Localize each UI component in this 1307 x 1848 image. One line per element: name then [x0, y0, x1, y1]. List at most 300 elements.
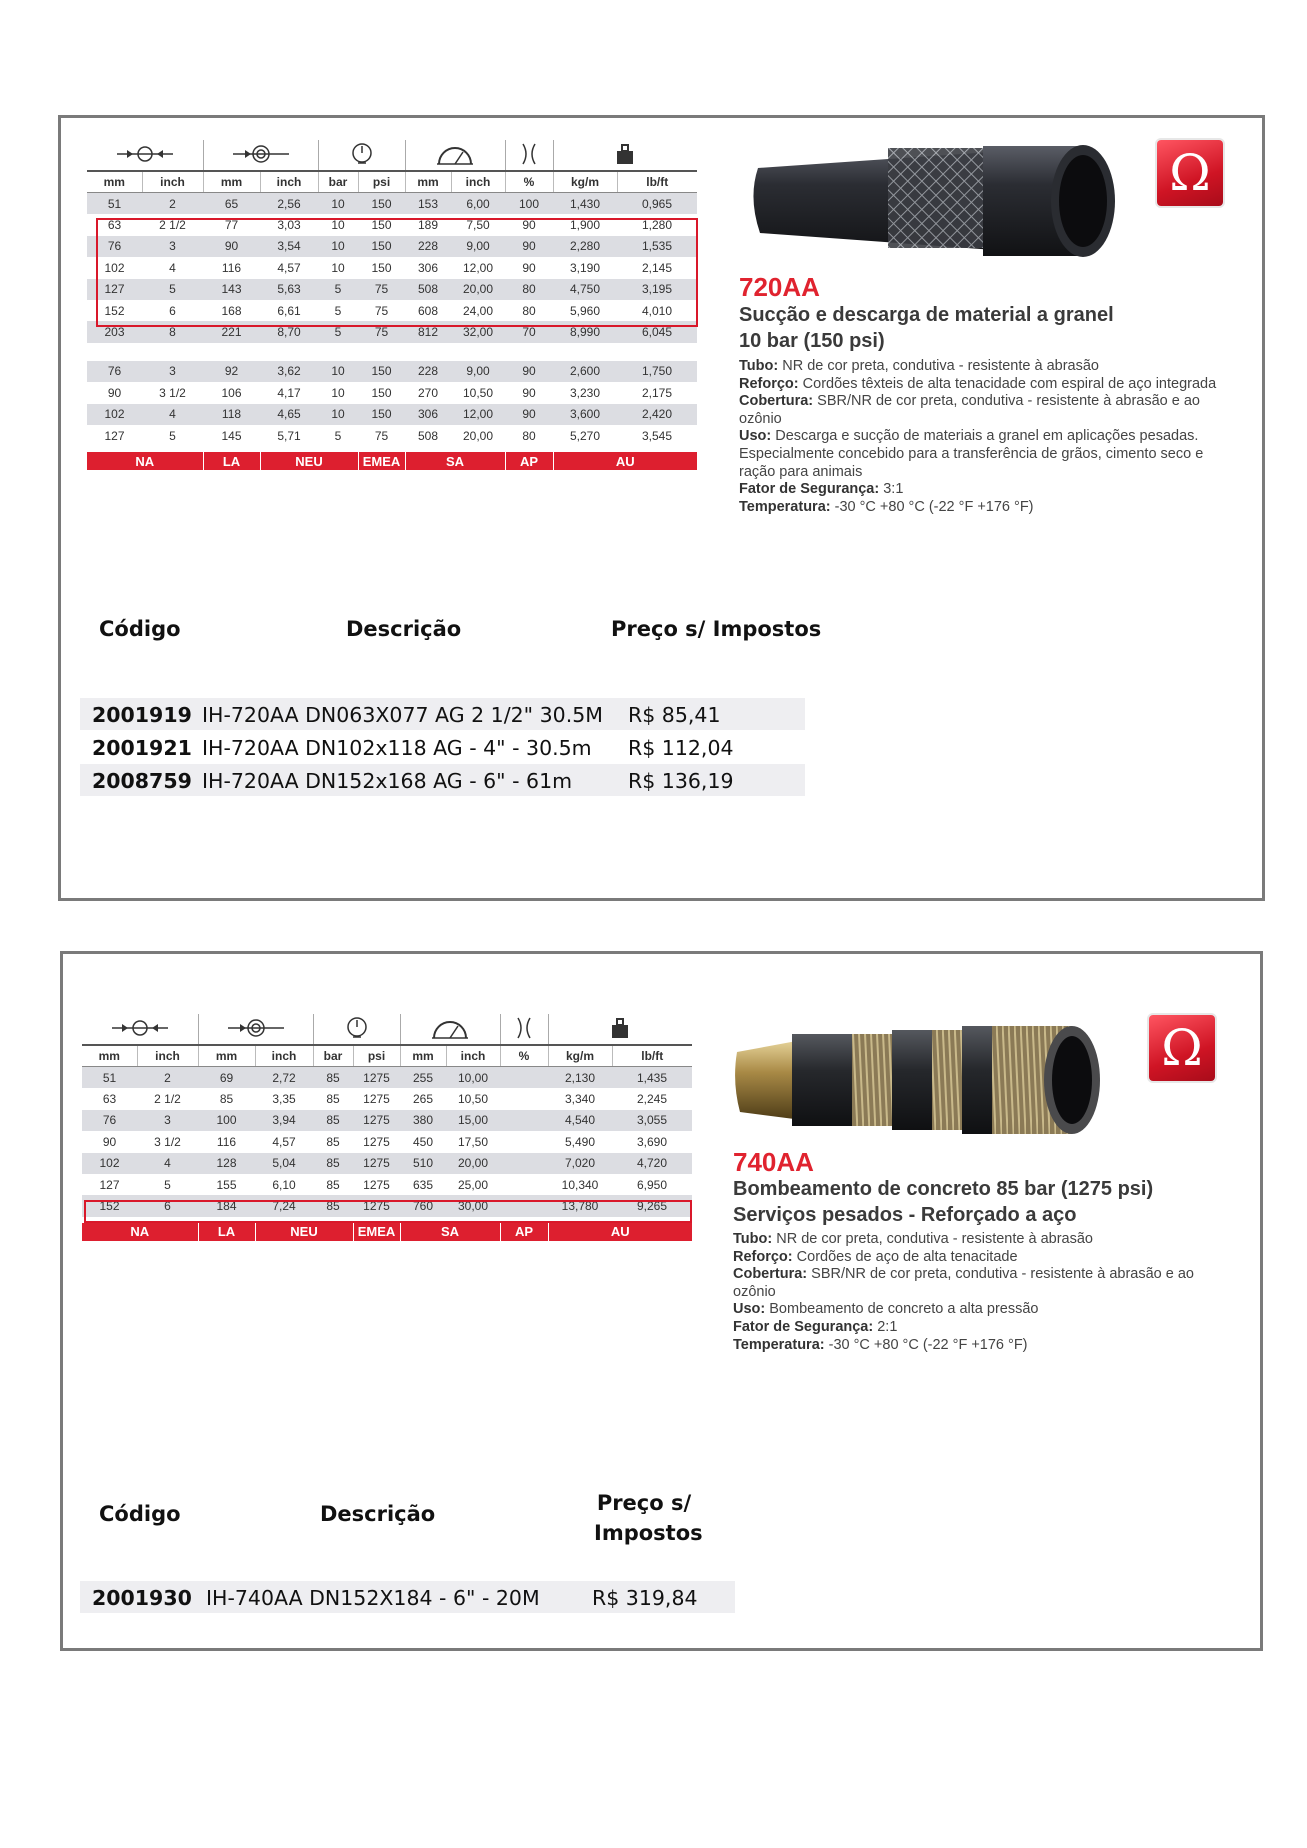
table-row [87, 382, 697, 403]
price-cell: R$ 85,41 [628, 703, 721, 727]
table-cell: 3,340 [548, 1088, 612, 1109]
table-cell: 3,35 [255, 1088, 313, 1109]
table-cell: 3,690 [612, 1131, 692, 1152]
desc-text: SBR/NR de cor preta, condutiva - resistente à abrasão e ao ozônio [733, 1266, 1194, 1300]
table-cell: 10,340 [548, 1174, 612, 1195]
region-label: NEU [260, 452, 358, 470]
table-cell: 2,56 [260, 193, 318, 215]
desc-label: Uso: [733, 1301, 766, 1318]
table-cell: 69 [198, 1067, 255, 1089]
desc-line [733, 1337, 1213, 1355]
product-desc-cell: IH-720AA DN152x168 AG - 6" - 61m [202, 769, 573, 793]
table-cell: 3,190 [553, 257, 617, 278]
table-cell: 5 [142, 279, 203, 300]
table-cell: 5 [318, 425, 358, 446]
table-cell: 3,600 [553, 404, 617, 425]
table-cell: 1275 [353, 1174, 400, 1195]
table-cell: 760 [400, 1195, 446, 1216]
table-cell: 30,00 [446, 1195, 500, 1216]
desc-label: Reforço: [739, 375, 799, 392]
unit-header: psi [353, 1045, 400, 1067]
table-cell: 5 [318, 300, 358, 321]
table-row [82, 1088, 692, 1109]
table-cell: 17,50 [446, 1131, 500, 1152]
table-cell: 1275 [353, 1195, 400, 1216]
desc-label: Temperatura: [739, 498, 831, 515]
table-cell: 63 [87, 214, 142, 235]
product-description [733, 1231, 1213, 1354]
table-cell: 3 [142, 236, 203, 257]
table-cell: 1275 [353, 1067, 400, 1089]
product-pressure: 10 bar (150 psi) [739, 330, 885, 352]
table-cell [500, 1088, 548, 1109]
table-cell: 51 [87, 193, 142, 215]
table-cell: 168 [203, 300, 260, 321]
table-cell: 5 [318, 321, 358, 342]
product-code-cell: 2001921 [92, 736, 192, 760]
table-cell: 1,750 [617, 361, 697, 382]
table-cell: 13,780 [548, 1195, 612, 1216]
table-row [82, 1195, 692, 1216]
table-cell: 812 [405, 321, 451, 342]
table-cell: 106 [203, 382, 260, 403]
unit-header: mm [203, 171, 260, 193]
table-cell: 10 [318, 361, 358, 382]
table-cell: 5,960 [553, 300, 617, 321]
table-cell: 85 [313, 1153, 353, 1174]
product-code: 740AA [733, 1147, 814, 1177]
table-cell: 70 [505, 321, 553, 342]
region-label: EMEA [358, 452, 405, 470]
col-header-desc: Descrição [346, 617, 462, 641]
table-cell: 75 [358, 321, 405, 342]
table-cell: 2 [142, 193, 203, 215]
table-cell: 3 1/2 [142, 382, 203, 403]
order-row [80, 731, 805, 763]
desc-text: Cordões têxteis de alta tenacidade com espiral de aço integrada [798, 375, 1217, 392]
table-row [87, 236, 697, 257]
desc-line [733, 1249, 1213, 1267]
table-cell: 150 [358, 404, 405, 425]
table-cell: 1,535 [617, 236, 697, 257]
product-subtitle: Bombeamento de concreto 85 bar (1275 psi) [733, 1178, 1154, 1200]
desc-line [739, 481, 1229, 499]
table-cell: 102 [87, 404, 142, 425]
table-cell: 7,020 [548, 1153, 612, 1174]
table-cell: 85 [313, 1195, 353, 1216]
table-cell: 221 [203, 321, 260, 342]
table-cell: 508 [405, 279, 451, 300]
table-cell: 9,00 [451, 236, 505, 257]
table-cell: 3,230 [553, 382, 617, 403]
table-cell: 510 [400, 1153, 446, 1174]
desc-label: Uso: [739, 428, 772, 445]
table-cell: 90 [87, 382, 142, 403]
region-label: EMEA [353, 1223, 400, 1241]
region-label: AU [553, 452, 697, 470]
table-cell: 85 [313, 1067, 353, 1089]
price-cell: R$ 319,84 [592, 1586, 698, 1610]
table-cell: 90 [505, 404, 553, 425]
desc-label: Reforço: [733, 1248, 793, 1265]
table-cell: 90 [203, 236, 260, 257]
table-row [87, 361, 697, 382]
table-cell: 3,62 [260, 361, 318, 382]
desc-text: Descarga e sucção de materiais a granel em aplicações pesadas. Especialmente concebido para a transferência de grãos, cimento seco e ração para animais [739, 428, 1204, 480]
region-label: NA [82, 1223, 198, 1241]
table-cell: 6,61 [260, 300, 318, 321]
table-row [87, 321, 697, 342]
table-cell: 127 [82, 1174, 137, 1195]
unit-header: kg/m [553, 171, 617, 193]
table-cell: 2,72 [255, 1067, 313, 1089]
table-cell: 5 [142, 425, 203, 446]
table-cell: 450 [400, 1131, 446, 1152]
table-cell: 1275 [353, 1088, 400, 1109]
table-row [87, 257, 697, 278]
table-cell: 150 [358, 382, 405, 403]
desc-line [739, 499, 1229, 517]
table-cell: 85 [313, 1131, 353, 1152]
unit-header: bar [318, 171, 358, 193]
product-subtitle-2: Serviços pesados - Reforçado a aço [733, 1204, 1077, 1226]
unit-header: inch [255, 1045, 313, 1067]
table-cell: 85 [313, 1088, 353, 1109]
table-cell: 4,010 [617, 300, 697, 321]
table-cell: 77 [203, 214, 260, 235]
table-cell: 184 [198, 1195, 255, 1216]
table-cell: 76 [87, 361, 142, 382]
table-cell: 203 [87, 321, 142, 342]
unit-header: mm [87, 171, 142, 193]
table-cell: 6,00 [451, 193, 505, 215]
table-cell: 3 [142, 361, 203, 382]
table-cell: 2,600 [553, 361, 617, 382]
desc-line [733, 1301, 1213, 1319]
unit-header: lb/ft [612, 1045, 692, 1067]
region-label: LA [198, 1223, 255, 1241]
table-cell: 9,265 [612, 1195, 692, 1216]
unit-header: inch [142, 171, 203, 193]
table-cell: 2,420 [617, 404, 697, 425]
table-cell: 155 [198, 1174, 255, 1195]
unit-header: inch [137, 1045, 198, 1067]
table-cell: 80 [505, 279, 553, 300]
table-cell: 76 [87, 236, 142, 257]
region-label: AU [548, 1223, 692, 1241]
table-cell: 6,950 [612, 1174, 692, 1195]
table-cell: 2,130 [548, 1067, 612, 1089]
table-cell: 306 [405, 257, 451, 278]
vacuum-icon [519, 155, 539, 169]
table-cell: 150 [358, 214, 405, 235]
table-cell [500, 1195, 548, 1216]
desc-text: SBR/NR de cor preta, condutiva - resistente à abrasão e ao ozônio [739, 393, 1200, 427]
table-cell: 127 [87, 425, 142, 446]
table-cell: 3 [137, 1110, 198, 1131]
unit-header: inch [451, 171, 505, 193]
product-desc-cell: IH-720AA DN063X077 AG 2 1/2" 30.5M [202, 703, 603, 727]
product-code-cell: 2001930 [92, 1586, 192, 1610]
table-cell [500, 1153, 548, 1174]
region-label: LA [203, 452, 260, 470]
table-row [87, 300, 697, 321]
table-cell: 75 [358, 300, 405, 321]
table-row [87, 193, 697, 215]
desc-label: Tubo: [733, 1231, 773, 1247]
table-cell: 20,00 [451, 425, 505, 446]
spec-table-740aa [82, 1014, 692, 1241]
desc-line [739, 358, 1229, 376]
table-cell: 150 [358, 193, 405, 215]
table-cell: 90 [505, 236, 553, 257]
desc-line [739, 428, 1229, 481]
table-cell: 152 [82, 1195, 137, 1216]
table-cell: 12,00 [451, 404, 505, 425]
order-row [80, 698, 805, 730]
table-cell: 10 [318, 382, 358, 403]
unit-header: inch [260, 171, 318, 193]
table-cell: 3,195 [617, 279, 697, 300]
table-cell: 150 [358, 236, 405, 257]
table-cell: 92 [203, 361, 260, 382]
table-cell: 3,94 [255, 1110, 313, 1131]
table-cell: 1,900 [553, 214, 617, 235]
table-cell: 145 [203, 425, 260, 446]
table-cell: 2,245 [612, 1088, 692, 1109]
table-cell: 118 [203, 404, 260, 425]
table-row [87, 404, 697, 425]
table-cell: 4 [137, 1153, 198, 1174]
table-row [82, 1174, 692, 1195]
table-cell: 3,055 [612, 1110, 692, 1131]
col-header-desc: Descrição [320, 1502, 436, 1526]
pressure-gauge-icon [350, 155, 374, 169]
table-cell: 2,175 [617, 382, 697, 403]
table-cell: 2 1/2 [137, 1088, 198, 1109]
unit-header: lb/ft [617, 171, 697, 193]
table-cell: 102 [87, 257, 142, 278]
table-cell: 25,00 [446, 1174, 500, 1195]
table-row [82, 1153, 692, 1174]
col-header-price: Preço s/ Impostos [611, 617, 822, 641]
table-cell: 152 [87, 300, 142, 321]
table-cell: 6,10 [255, 1174, 313, 1195]
desc-label: Tubo: [739, 358, 779, 374]
table-cell: 100 [505, 193, 553, 215]
table-cell: 10 [318, 236, 358, 257]
desc-text: 2:1 [873, 1318, 898, 1335]
table-cell: 75 [358, 279, 405, 300]
table-cell: 5,04 [255, 1153, 313, 1174]
inner-diameter-icon [110, 1028, 170, 1042]
product-desc-cell: IH-720AA DN102x118 AG - 4" - 30.5m [202, 736, 592, 760]
unit-header: psi [358, 171, 405, 193]
desc-label: Fator de Segurança: [739, 481, 880, 498]
bend-radius-icon [430, 1029, 470, 1043]
table-cell: 4,57 [255, 1131, 313, 1152]
table-cell: 90 [505, 257, 553, 278]
table-cell: 90 [505, 214, 553, 235]
table-cell: 3,54 [260, 236, 318, 257]
table-cell: 116 [198, 1131, 255, 1152]
region-label: AP [505, 452, 553, 470]
table-cell: 90 [82, 1131, 137, 1152]
table-cell: 3,03 [260, 214, 318, 235]
table-cell [500, 1174, 548, 1195]
unit-header: bar [313, 1045, 353, 1067]
outer-diameter-icon [226, 1028, 286, 1042]
table-cell: 10 [318, 257, 358, 278]
col-header-code: Código [99, 617, 181, 641]
table-row [82, 1131, 692, 1152]
table-cell: 1,435 [612, 1067, 692, 1089]
table-cell: 265 [400, 1088, 446, 1109]
table-cell: 150 [358, 257, 405, 278]
table-cell: 65 [203, 193, 260, 215]
table-cell: 380 [400, 1110, 446, 1131]
region-label: SA [400, 1223, 500, 1241]
vacuum-icon [514, 1029, 534, 1043]
table-cell: 2 [137, 1067, 198, 1089]
table-cell: 5,270 [553, 425, 617, 446]
table-cell: 8 [142, 321, 203, 342]
product-desc-cell: IH-740AA DN152X184 - 6" - 20M [206, 1586, 540, 1610]
table-cell: 51 [82, 1067, 137, 1089]
unit-header: % [500, 1045, 548, 1067]
col-header-code: Código [99, 1502, 181, 1526]
unit-header: mm [82, 1045, 137, 1067]
table-cell: 85 [313, 1174, 353, 1195]
table-cell: 228 [405, 236, 451, 257]
table-cell: 102 [82, 1153, 137, 1174]
unit-header: mm [198, 1045, 255, 1067]
omega-logo: Ω [1157, 140, 1223, 206]
table-cell [500, 1110, 548, 1131]
table-cell: 10,50 [451, 382, 505, 403]
order-row [80, 1581, 735, 1613]
table-cell: 75 [358, 425, 405, 446]
omega-logo: Ω [1149, 1015, 1215, 1081]
table-cell [500, 1067, 548, 1089]
table-cell: 189 [405, 214, 451, 235]
price-cell: R$ 112,04 [628, 736, 734, 760]
desc-line [733, 1231, 1213, 1249]
order-row [80, 764, 805, 796]
table-cell: 1,430 [553, 193, 617, 215]
table-cell: 76 [82, 1110, 137, 1131]
region-label: NA [87, 452, 203, 470]
unit-header: mm [405, 171, 451, 193]
table-cell: 10,00 [446, 1067, 500, 1089]
table-cell: 2 1/2 [142, 214, 203, 235]
table-cell: 24,00 [451, 300, 505, 321]
table-cell: 63 [82, 1088, 137, 1109]
unit-header: inch [446, 1045, 500, 1067]
desc-label: Cobertura: [733, 1266, 808, 1283]
table-row [87, 214, 697, 235]
table-cell: 4 [142, 404, 203, 425]
table-cell: 1,280 [617, 214, 697, 235]
table-cell: 10 [318, 193, 358, 215]
product-description [739, 358, 1229, 516]
table-cell: 8,70 [260, 321, 318, 342]
region-label: AP [500, 1223, 548, 1241]
table-cell: 10,50 [446, 1088, 500, 1109]
product-code: 720AA [739, 272, 820, 302]
table-cell: 3,545 [617, 425, 697, 446]
table-cell: 2,280 [553, 236, 617, 257]
table-cell: 80 [505, 300, 553, 321]
table-cell: 1275 [353, 1153, 400, 1174]
table-cell: 4,17 [260, 382, 318, 403]
desc-text: NR de cor preta, condutiva - resistente à abrasão [778, 358, 1099, 374]
desc-label: Temperatura: [733, 1336, 825, 1353]
table-cell: 228 [405, 361, 451, 382]
spec-table-720aa [87, 140, 697, 470]
table-cell: 5,71 [260, 425, 318, 446]
desc-text: NR de cor preta, condutiva - resistente à abrasão [772, 1231, 1093, 1247]
outer-diameter-icon [231, 154, 291, 168]
table-cell: 128 [198, 1153, 255, 1174]
table-cell: 0,965 [617, 193, 697, 215]
table-cell: 85 [313, 1110, 353, 1131]
table-cell: 143 [203, 279, 260, 300]
weight-icon [613, 155, 637, 169]
table-cell: 5 [318, 279, 358, 300]
table-cell: 635 [400, 1174, 446, 1195]
pressure-gauge-icon [345, 1029, 369, 1043]
desc-text: Cordões de aço de alta tenacitade [792, 1248, 1018, 1265]
desc-label: Fator de Segurança: [733, 1318, 874, 1335]
unit-header: mm [400, 1045, 446, 1067]
table-cell: 153 [405, 193, 451, 215]
table-cell: 80 [505, 425, 553, 446]
desc-line [739, 393, 1229, 428]
bend-radius-icon [435, 155, 475, 169]
table-cell: 90 [505, 382, 553, 403]
desc-line [733, 1266, 1213, 1301]
table-cell: 5,490 [548, 1131, 612, 1152]
table-cell: 255 [400, 1067, 446, 1089]
table-cell: 127 [87, 279, 142, 300]
desc-text: 3:1 [879, 481, 904, 498]
hose-740aa-image [732, 1012, 1122, 1142]
desc-label: Cobertura: [739, 393, 814, 410]
table-cell: 90 [505, 361, 553, 382]
table-cell: 9,00 [451, 361, 505, 382]
price-cell: R$ 136,19 [628, 769, 734, 793]
table-cell: 1275 [353, 1131, 400, 1152]
desc-line [733, 1319, 1213, 1337]
table-cell: 608 [405, 300, 451, 321]
table-cell: 116 [203, 257, 260, 278]
unit-header: kg/m [548, 1045, 612, 1067]
table-cell: 20,00 [446, 1153, 500, 1174]
table-row [82, 1110, 692, 1131]
table-cell: 270 [405, 382, 451, 403]
table-cell: 306 [405, 404, 451, 425]
table-cell: 85 [198, 1088, 255, 1109]
product-code-cell: 2008759 [92, 769, 192, 793]
product-subtitle: Sucção e descarga de material a granel [739, 304, 1114, 326]
inner-diameter-icon [115, 154, 175, 168]
table-row [87, 425, 697, 446]
table-cell: 7,50 [451, 214, 505, 235]
weight-icon [608, 1029, 632, 1043]
table-cell: 508 [405, 425, 451, 446]
table-cell: 4 [142, 257, 203, 278]
